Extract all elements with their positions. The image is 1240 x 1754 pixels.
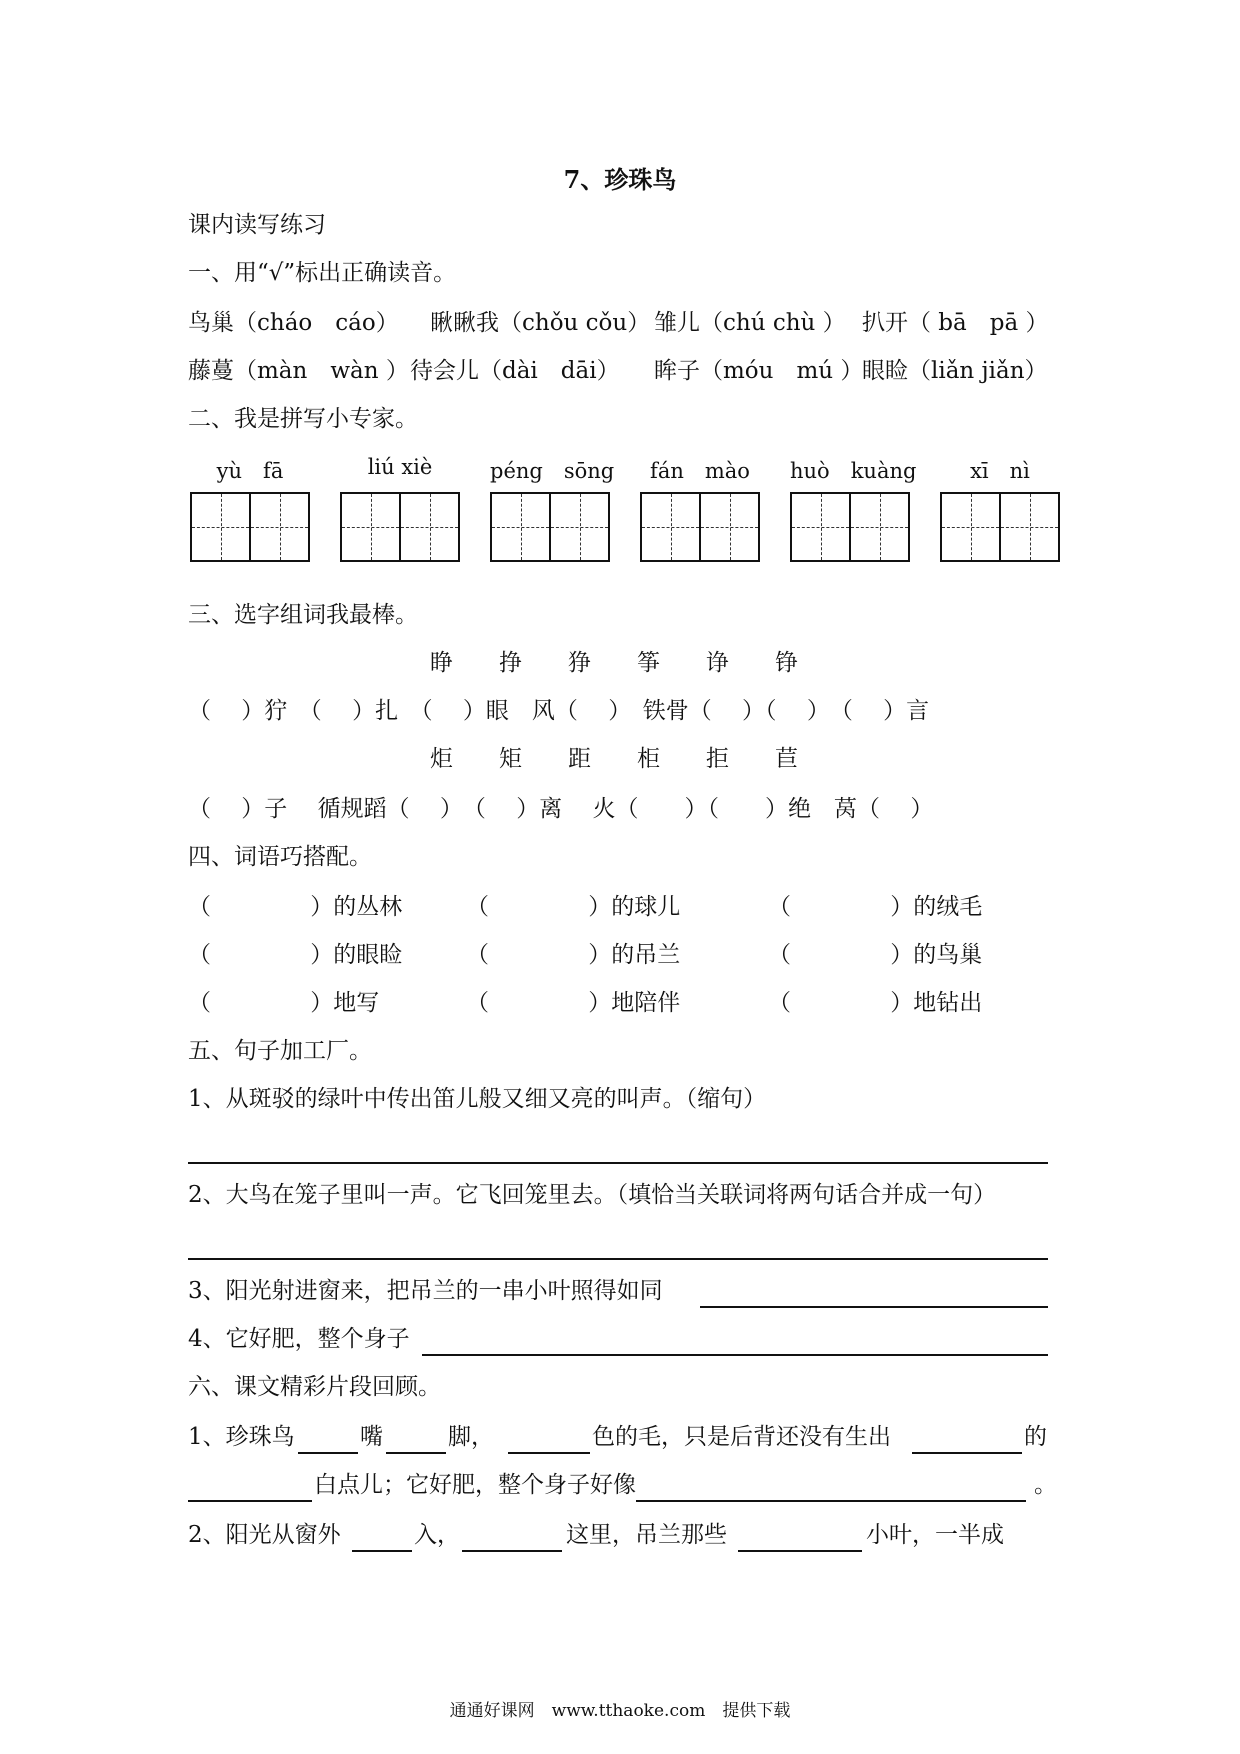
writing-grid-cell[interactable] — [490, 492, 551, 562]
writing-grid-cell[interactable] — [549, 492, 610, 562]
writing-grid-cell[interactable] — [699, 492, 760, 562]
subtitle: 课内读写练习 — [188, 212, 326, 238]
char-options: 睁 挣 狰 筝 诤 铮 — [430, 650, 798, 676]
choice-item: 鸟巢（cháo cáo） — [188, 310, 399, 336]
footer-credit: 通通好课网 www.tthaoke.com 提供下载 — [449, 1701, 791, 1721]
passage-text: 2、阳光从窗外 — [188, 1522, 341, 1548]
match-item: （ ）的绒毛 — [768, 894, 983, 920]
passage-text: 的 — [1024, 1424, 1047, 1450]
fill-row: （ ）狞 （ ）扎 （ ）眼 风（ ） 铁骨（ ）（ ） （ ）言 — [188, 698, 930, 724]
writing-grid-cell[interactable] — [399, 492, 460, 562]
choice-item: 扒开（ bā pā ） — [862, 310, 1049, 336]
match-item: （ ）的丛林 — [188, 894, 403, 920]
pinyin-label: liú xiè — [367, 455, 433, 479]
passage-text: 小叶，一半成 — [866, 1522, 1004, 1548]
writing-grid-cell[interactable] — [249, 492, 310, 562]
answer-line[interactable] — [188, 1258, 1048, 1260]
passage-text: 白点儿；它好肥，整个身子好像 — [314, 1472, 636, 1498]
writing-grid-cell[interactable] — [940, 492, 1001, 562]
fill-row: （ ）子 循规蹈（ ） （ ）离 火（ ）（ ）绝 莴（ ） — [188, 796, 934, 822]
question-1: 1、从斑驳的绿叶中传出笛儿般又细又亮的叫声。（缩句） — [188, 1086, 767, 1112]
answer-line[interactable] — [700, 1306, 1048, 1308]
choice-item: 雏儿（chú chù ） — [654, 310, 846, 336]
question-4: 4、它好肥，整个身子 — [188, 1326, 410, 1352]
match-item: （ ）地写 — [188, 990, 380, 1016]
question-2: 2、大鸟在笼子里叫一声。它飞回笼里去。（填恰当关联词将两句话合并成一句） — [188, 1182, 997, 1208]
section-6-heading: 六、课文精彩片段回顾。 — [188, 1374, 441, 1400]
match-item: （ ）地陪伴 — [466, 990, 681, 1016]
passage-text: 色的毛，只是后背还没有生出 — [592, 1424, 891, 1450]
blank[interactable] — [738, 1550, 862, 1552]
match-item: （ ）的鸟巢 — [768, 942, 983, 968]
writing-grid-cell[interactable] — [640, 492, 701, 562]
section-4-heading: 四、词语巧搭配。 — [188, 844, 372, 870]
match-item: （ ）的球儿 — [466, 894, 681, 920]
choice-item: 眸子（móu mú ） — [654, 358, 864, 384]
match-item: （ ）地钻出 — [768, 990, 983, 1016]
section-1-heading: 一、用“√”标出正确读音。 — [188, 260, 457, 286]
blank[interactable] — [508, 1452, 590, 1454]
answer-line[interactable] — [422, 1354, 1048, 1356]
writing-grid-cell[interactable] — [190, 492, 251, 562]
pinyin-label: huò kuàng — [790, 459, 917, 483]
writing-grid-cell[interactable] — [849, 492, 910, 562]
passage-text: 这里，吊兰那些 — [566, 1522, 727, 1548]
choice-item: 待会儿（dài dāi） — [410, 358, 620, 384]
choice-item: 藤蔓（màn wàn ） — [188, 358, 409, 384]
writing-grid-cell[interactable] — [790, 492, 851, 562]
blank[interactable] — [386, 1452, 446, 1454]
choice-item: 眼睑（liǎn jiǎn） — [862, 358, 1048, 384]
section-2-heading: 二、我是拼写小专家。 — [188, 406, 418, 432]
section-3-heading: 三、选字组词我最棒。 — [188, 602, 418, 628]
writing-grid-cell[interactable] — [340, 492, 401, 562]
blank[interactable] — [298, 1452, 358, 1454]
passage-text: 。 — [1034, 1472, 1057, 1498]
pinyin-label: péng sōng — [490, 459, 615, 483]
pinyin-label: yù fā — [216, 459, 284, 483]
answer-line[interactable] — [188, 1162, 1048, 1164]
choice-item: 瞅瞅我（chǒu cǒu） — [430, 310, 651, 336]
match-item: （ ）的吊兰 — [466, 942, 681, 968]
blank[interactable] — [462, 1550, 562, 1552]
writing-grid-cell[interactable] — [999, 492, 1060, 562]
char-options: 炬 矩 距 柜 拒 苣 — [430, 746, 798, 772]
blank[interactable] — [912, 1452, 1022, 1454]
pinyin-label: fán mào — [650, 459, 750, 483]
section-5-heading: 五、句子加工厂。 — [188, 1038, 372, 1064]
pinyin-label: xī nì — [970, 459, 1030, 483]
blank[interactable] — [188, 1500, 312, 1502]
page-title: 7、珍珠鸟 — [563, 165, 677, 194]
blank[interactable] — [352, 1550, 412, 1552]
blank[interactable] — [636, 1500, 1026, 1502]
passage-text: 脚， — [448, 1424, 494, 1450]
match-item: （ ）的眼睑 — [188, 942, 403, 968]
passage-text: 嘴 — [360, 1424, 383, 1450]
question-3: 3、阳光射进窗来，把吊兰的一串小叶照得如同 — [188, 1278, 663, 1304]
passage-text: 入， — [414, 1522, 460, 1548]
passage-text: 1、珍珠鸟 — [188, 1424, 295, 1450]
